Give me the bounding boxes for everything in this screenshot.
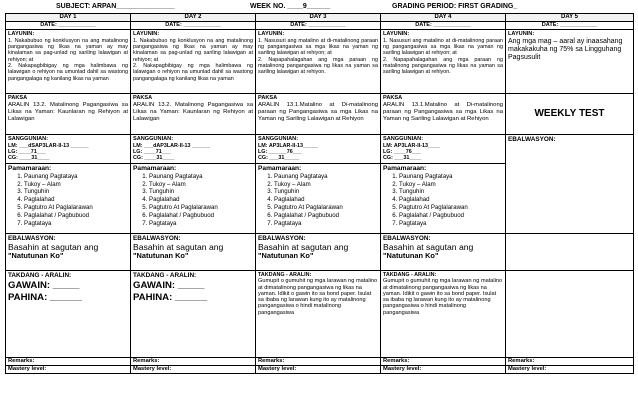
ebalwasyon-label: EBALWASYON: (8, 235, 56, 242)
mastery-row (6, 366, 634, 374)
layunin-row (6, 30, 634, 94)
pamamaraan-day-1 (6, 164, 131, 234)
ebalwasyon-label: EBALWASYON: (258, 235, 306, 242)
lg-ref: LG: ____71___ (133, 148, 171, 155)
sanggunian-day-1 (6, 135, 131, 164)
ebalwasyon-label: EBALWASYON: (508, 136, 556, 143)
ebalwasyon-instruction: Basahin at sagutan ang (258, 241, 349, 252)
remarks-day-1: Remarks: (6, 358, 131, 366)
layunin-text: 1. Nakabubuo ng konklusyon na ang matalinong pangangasiwa ng likas na yaman ay may kinalaman sa pag-unlad ng sariling lalawigan at rehiyon; at 2. Nakapagbibigay ng mga halimbawa ng lalawigan o rehiyon na umunlad dahil sa wastong pangangalaga ng kanilang likas na yaman (133, 37, 253, 82)
ebalwasyon-row (6, 234, 634, 271)
date-row (6, 22, 634, 30)
remarks-day-2: Remarks: (131, 358, 256, 366)
day-header-row (6, 14, 634, 22)
cg-ref: CG: ____31____ (8, 155, 50, 162)
step-item: 1. Paunang Pagtataya (24, 173, 128, 181)
pahina-line: PAHINA: ______ (133, 292, 207, 304)
sanggunian-day-3 (256, 135, 381, 164)
paksa-label: PAKSA (383, 95, 403, 101)
layunin-text: 1. Nasusuri ang matalino at di-matalinong paraan ng pangangasiwa sa mga likas na yaman ng sariling lalawigan at rehiyon; at 2. Napapahalagahan ang mga paraan ng matalinong pangangasiwa ng likas na yaman sa sariling lalawigan at rehiyon. (383, 37, 503, 76)
pamamaraan-label: Pamamaraan: (383, 165, 427, 172)
paksa-label: PAKSA (8, 95, 28, 101)
step-item: 7. Pagtataya (274, 220, 378, 228)
takdang-day-5-empty (506, 271, 634, 358)
mastery-day-5: Mastery level: (506, 366, 634, 374)
layunin-text: 1. Nakabubuo ng konklusyon na ang matalinong pangangasiwa ng likas na yaman ay may kinalaman sa pag-unlad ng sariling lalawigan at rehiyon; at 2. Nakapagbibigay ng mga halimbawa ng lalawigan o rehiyon na umunlad dahil sa wastong pangangalaga ng kanilang likas na yaman (8, 37, 128, 82)
lm-ref: LM: AP3LAR-II-13____ (383, 142, 441, 149)
pamamaraan-day-2 (131, 164, 256, 234)
lm-ref: LM: AP3LAR-II-13_____ (258, 142, 319, 149)
step-item: 7. Pagtataya (149, 220, 253, 228)
paksa-label: PAKSA (133, 95, 153, 101)
step-item: 2. Tukoy – Alam (399, 181, 503, 189)
lg-ref: LG: ______76___ (258, 148, 302, 155)
mastery-day-3: Mastery level: (256, 366, 381, 374)
weekly-test-label: WEEKLY TEST (506, 94, 634, 135)
mastery-day-4: Mastery level: (381, 366, 506, 374)
takdang-day-3 (256, 271, 381, 358)
takdang-label: TAKDANG - ARALIN: (383, 272, 437, 278)
step-item: 6. Paglalahat / Pagbubuod (24, 212, 128, 220)
step-item: 1. Paunang Pagtataya (149, 173, 253, 181)
paksa-day-1 (6, 94, 131, 135)
ebalwasyon-label: EBALWASYON: (133, 235, 181, 242)
layunin-label: LAYUNIN: (508, 31, 535, 37)
layunin-day-2 (131, 30, 256, 94)
paksa-row (6, 94, 634, 135)
step-item: 4. Paglalahad (24, 196, 128, 204)
subject-label: SUBJECT: ARPAN_______________ (56, 3, 175, 10)
paksa-text: ARALIN 13.2. Matalinong Pagangasiwa sa Likas na Yaman: Kaunlaran ng Rehiyon at Lalawigan (8, 101, 128, 122)
day-3-header: DAY 3 (256, 14, 381, 22)
paksa-text: ARALIN 13.1.Matalino at Di-matalinong paraan ng Pangangasiwa sa mga Likas na Yaman ng Sariling Lalawigan at Rehiyon (258, 101, 378, 122)
step-item: 2. Tukoy – Alam (24, 181, 128, 189)
sanggunian-row (6, 135, 634, 164)
step-item: 3. Tunguhin (274, 188, 378, 196)
sanggunian-day-2 (131, 135, 256, 164)
gawain-line: GAWAIN: _____ (8, 279, 80, 291)
step-item: 4. Paglalahad (274, 196, 378, 204)
mastery-day-1: Mastery level: (6, 366, 131, 374)
sanggunian-day-4 (381, 135, 506, 164)
lm-ref: LM: ___dAP3LAR-II-13 ______ (133, 142, 210, 149)
step-item: 7. Pagtataya (399, 220, 503, 228)
paksa-text: ARALIN 13.2. Matalinong Pagangasiwa sa Likas na Yaman: Kaunlaran ng Rehiyon at Lalawigan (133, 101, 253, 122)
step-item: 5. Pagtutro At Paglalarawan (24, 204, 128, 212)
sanggunian-label: SANGGUNIAN: (8, 136, 49, 142)
step-item: 2. Tukoy – Alam (149, 181, 253, 189)
ebalwasyon-day-3 (256, 234, 381, 271)
layunin-label: LAYUNIN: (8, 31, 35, 37)
ebalwasyon-day-1 (6, 234, 131, 271)
step-item: 4. Paglalahad (149, 196, 253, 204)
remarks-day-3: Remarks: (256, 358, 381, 366)
paksa-day-3 (256, 94, 381, 135)
ebalwasyon-instruction: Basahin at sagutan ang (133, 241, 224, 252)
step-item: 3. Tunguhin (24, 188, 128, 196)
ebalwasyon-instruction: Basahin at sagutan ang (8, 241, 99, 252)
step-item: 5. Pagtutro At Paglalarawan (274, 204, 378, 212)
date-day-5: DATE: ____________ (506, 22, 634, 30)
pamamaraan-label: Pamamaraan: (133, 165, 177, 172)
pamamaraan-day-4 (381, 164, 506, 234)
ebalwasyon-label: EBALWASYON: (383, 235, 431, 242)
ebalwasyon-title: "Natutunan Ko" (133, 251, 189, 260)
layunin-day-4 (381, 30, 506, 94)
pamamaraan-day-3 (256, 164, 381, 234)
paksa-day-2 (131, 94, 256, 135)
takdang-day-2 (131, 271, 256, 358)
step-item: 1. Paunang Pagtataya (399, 173, 503, 181)
lesson-plan-table (5, 13, 634, 374)
layunin-label: LAYUNIN: (133, 31, 160, 37)
paksa-text: ARALIN 13.1.Matalino at Di-matalinong paraan ng Pangangasiwa sa mga Likas na Yaman ng Sariling Lalawigan at Rehiyon (383, 101, 503, 122)
layunin-day-5 (506, 30, 634, 94)
ebalwasyon-day-5-empty (506, 234, 634, 271)
paksa-label: PAKSA (258, 95, 278, 101)
remarks-day-5: Remarks: (506, 358, 634, 366)
mastery-day-2: Mastery level: (131, 366, 256, 374)
takdang-instruction: Gumupit o gumuhit ng mga larawan ng matalino at dimatalinong pangangasiwa ng likas na yaman. Idikit o gawin ito sa bond paper. Isulat sa ibaba ng larawan kung ito ay matalinong pangangasiwa o hindi matalinong pangangasiwa (383, 278, 503, 316)
ebalwasyon-day-2 (131, 234, 256, 271)
pamamaraan-label: Pamamaraan: (258, 165, 302, 172)
ebalwasyon-day-5 (506, 135, 634, 234)
sanggunian-label: SANGGUNIAN: (133, 136, 174, 142)
day-2-header: DAY 2 (131, 14, 256, 22)
step-item: 6. Paglalahat / Pagbubuod (149, 212, 253, 220)
paksa-day-4 (381, 94, 506, 135)
takdang-label: TAKDANG - ARALIN: (8, 272, 72, 279)
step-item: 6. Paglalahat / Pagbubuod (399, 212, 503, 220)
takdang-day-4 (381, 271, 506, 358)
date-day-4: DATE: ____________ (381, 22, 506, 30)
sanggunian-label: SANGGUNIAN: (258, 136, 299, 142)
remarks-day-4: Remarks: (381, 358, 506, 366)
gawain-line: GAWAIN: _____ (133, 279, 205, 291)
grading-period-label: GRADING PERIOD: FIRST GRADING_ (392, 3, 518, 10)
ebalwasyon-instruction: Basahin at sagutan ang (383, 241, 474, 252)
week-label: WEEK NO. ____9______ (250, 3, 331, 10)
lg-ref: LG: ____76___ (383, 148, 421, 155)
remarks-row (6, 358, 634, 366)
takdang-label: TAKDANG - ARALIN: (258, 272, 312, 278)
step-item: 7. Pagtataya (24, 220, 128, 228)
pamamaraan-steps (383, 173, 503, 228)
day-4-header: DAY 4 (381, 14, 506, 22)
step-item: 4. Paglalahad (399, 196, 503, 204)
step-item: 3. Tunguhin (149, 188, 253, 196)
cg-ref: CG: ___31____ (383, 155, 422, 162)
step-item: 5. Pagtutro At Paglalarawan (399, 204, 503, 212)
takdang-label: TAKDANG - ARALIN: (133, 272, 197, 279)
pamamaraan-label: Pamamaraan: (8, 165, 52, 172)
ebalwasyon-day-4 (381, 234, 506, 271)
date-day-2: DATE: ____________ (131, 22, 256, 30)
takdang-day-1 (6, 271, 131, 358)
pamamaraan-steps (258, 173, 378, 228)
sanggunian-label: SANGGUNIAN: (383, 136, 424, 142)
plan-header (0, 3, 638, 13)
layunin-day-1 (6, 30, 131, 94)
layunin-label: LAYUNIN: (258, 31, 285, 37)
pahina-line: PAHINA: ______ (8, 292, 82, 304)
step-item: 2. Tukoy – Alam (274, 181, 378, 189)
step-item: 1. Paunang Pagtataya (274, 173, 378, 181)
day-1-header: DAY 1 (6, 14, 131, 22)
ebalwasyon-title: "Natutunan Ko" (8, 251, 64, 260)
lg-ref: LG: ____71___ (8, 148, 46, 155)
ebalwasyon-title: "Natutunan Ko" (258, 251, 314, 260)
pamamaraan-steps (8, 173, 128, 228)
step-item: 5. Pagtutro At Paglalarawan (149, 204, 253, 212)
date-day-3: DATE: ____________ (256, 22, 381, 30)
takdang-instruction: Gumupit o gumuhit ng mga larawan ng matalino at dimatalinong pangangasiwa ng likas na yaman. Idikit o gawin ito sa bond paper. Isulat sa ibaba ng larawan kung ito ay matalinong pangangasiwa o hindi matalinong pangangasiwa (258, 278, 378, 316)
layunin-text: Ang mga mag – aaral ay inaasahang makakakuha ng 75% sa Lingguhang Pagsusulit (508, 37, 623, 62)
layunin-day-3 (256, 30, 381, 94)
layunin-text: 1. Nasusuri ang matalino at di-matalinong paraan ng pangangasiwa sa mga likas na yaman ng sariling lalawigan at rehiyon; at 2. Napapahalagahan ang mga paraan ng matalinong pangangasiwa ng likas na yaman sa sariling lalawigan at rehiyon. (258, 37, 378, 76)
step-item: 6. Paglalahat / Pagbubuod (274, 212, 378, 220)
day-5-header: DAY 5 (506, 14, 634, 22)
pamamaraan-steps (133, 173, 253, 228)
takdang-row (6, 271, 634, 358)
layunin-label: LAYUNIN: (383, 31, 410, 37)
step-item: 3. Tunguhin (399, 188, 503, 196)
cg-ref: CG: ____31____ (133, 155, 175, 162)
date-day-1: DATE: ____________ (6, 22, 131, 30)
ebalwasyon-title: "Natutunan Ko" (383, 251, 439, 260)
lm-ref: LM: ___dSAP3LAR-II-13 ______ (8, 142, 89, 149)
cg-ref: CG: ___31_____ (258, 155, 300, 162)
